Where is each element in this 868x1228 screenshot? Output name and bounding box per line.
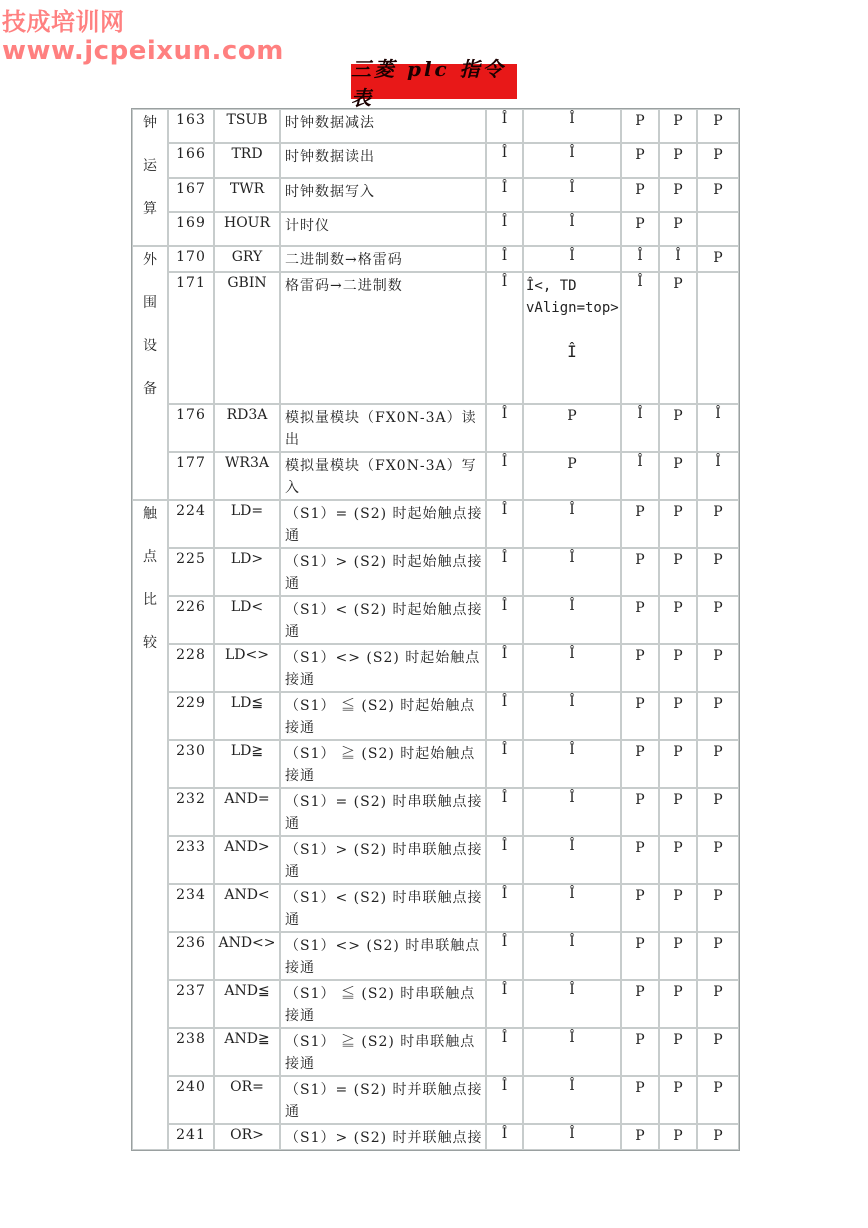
category-char: 点 [143,549,157,565]
support-mark: Î [523,500,621,548]
support-mark: P [659,452,697,500]
instruction-mnemonic: TWR [214,178,280,212]
table-row [132,1076,739,1124]
support-mark: Î [486,500,523,548]
table-row [132,109,739,143]
instruction-mnemonic: LD≧ [214,740,280,788]
support-mark: Î [523,836,621,884]
support-mark: P [697,246,739,272]
support-mark: Î [486,272,523,404]
support-mark: P [659,1076,697,1124]
support-mark: Î [567,342,577,361]
support-mark: Î [523,143,621,177]
instruction-description: 计时仪 [280,212,486,246]
support-mark: Î [523,178,621,212]
support-mark: P [621,212,659,246]
category-char: 围 [143,295,157,311]
instruction-table-body [132,109,739,1150]
support-mark: P [523,404,621,452]
support-mark: P [659,740,697,788]
support-mark: Î [486,1076,523,1124]
support-mark: Î [523,109,621,143]
table-row [132,788,739,836]
support-mark: Î [486,836,523,884]
instruction-description: 时钟数据读出 [280,143,486,177]
support-mark: P [659,1028,697,1076]
instruction-description: 格雷码→二进制数 [280,272,486,404]
support-mark: Î [486,740,523,788]
support-mark: P [659,932,697,980]
instruction-description: （S1）<> (S2) 时起始触点接通 [280,644,486,692]
support-mark: P [697,548,739,596]
table-row [132,272,739,404]
instruction-description: （S1）<> (S2) 时串联触点接通 [280,932,486,980]
instruction-mnemonic: LD> [214,548,280,596]
instruction-number: 176 [168,404,214,452]
support-mark: P [621,178,659,212]
support-mark: Î [523,980,621,1028]
table-row [132,500,739,548]
support-mark: P [659,1124,697,1150]
support-mark: Î [523,212,621,246]
instruction-number: 232 [168,788,214,836]
support-mark: P [621,980,659,1028]
support-mark: Î [523,644,621,692]
instruction-number: 169 [168,212,214,246]
support-mark: P [659,404,697,452]
support-mark: P [659,692,697,740]
support-mark: P [659,109,697,143]
support-mark: Î [486,932,523,980]
support-mark: Î [486,1124,523,1150]
support-mark: Î [523,740,621,788]
instruction-number: 228 [168,644,214,692]
support-mark: P [659,644,697,692]
support-mark: P [621,143,659,177]
instruction-number: 240 [168,1076,214,1124]
support-mark: P [697,884,739,932]
instruction-description: （S1） ≦ (S2) 时起始触点接通 [280,692,486,740]
support-mark: Î [523,548,621,596]
support-mark: P [697,1028,739,1076]
instruction-number: 241 [168,1124,214,1150]
table-row [132,246,739,272]
table-row [132,1124,739,1150]
support-mark: P [697,109,739,143]
instruction-mnemonic: HOUR [214,212,280,246]
instruction-number: 237 [168,980,214,1028]
category-char: 外 [143,252,157,268]
support-mark: P [659,178,697,212]
instruction-number: 234 [168,884,214,932]
table-row [132,740,739,788]
category-cell [132,500,168,1150]
support-mark: P [697,178,739,212]
page-title: 三菱 plc 指令表 [351,64,517,99]
instruction-number: 163 [168,109,214,143]
support-mark: Î [523,884,621,932]
support-mark: Î [621,452,659,500]
stray-markup-text: Î<, TD vAlign=top> [526,278,619,316]
category-char: 算 [143,201,157,217]
support-mark: Î [486,1028,523,1076]
support-mark: P [697,1076,739,1124]
support-mark: P [621,836,659,884]
instruction-number: 238 [168,1028,214,1076]
support-mark: P [621,109,659,143]
watermark-url: www.jcpeixun.com [2,36,284,66]
support-mark: P [621,692,659,740]
watermark-site-name: 技成培训网 [2,8,125,36]
instruction-mnemonic: AND≧ [214,1028,280,1076]
table-row [132,143,739,177]
table-row [132,212,739,246]
category-char: 较 [143,635,157,651]
support-mark: P [621,1124,659,1150]
table-row [132,178,739,212]
support-mark: P [621,884,659,932]
instruction-description: 模拟量模块（FX0N-3A）读出 [280,404,486,452]
support-mark: P [621,788,659,836]
instruction-number: 177 [168,452,214,500]
support-mark: Î [523,596,621,644]
category-char: 触 [143,506,157,522]
instruction-mnemonic: LD< [214,596,280,644]
support-mark: P [659,212,697,246]
instruction-description: 时钟数据减法 [280,109,486,143]
support-mark: P [659,836,697,884]
support-mark: P [659,980,697,1028]
category-cell [132,109,168,246]
support-mark: Î [486,548,523,596]
instruction-number: 226 [168,596,214,644]
instruction-mnemonic: LD= [214,500,280,548]
support-mark: Î [486,644,523,692]
instruction-mnemonic: LD≦ [214,692,280,740]
instruction-number: 233 [168,836,214,884]
support-mark: P [621,500,659,548]
support-mark: Î [486,143,523,177]
support-mark: Î [523,1124,621,1150]
instruction-mnemonic: TSUB [214,109,280,143]
instruction-mnemonic: WR3A [214,452,280,500]
instruction-mnemonic: OR> [214,1124,280,1150]
support-mark: Î [486,404,523,452]
table-row [132,980,739,1028]
support-mark: P [659,788,697,836]
support-mark: P [697,740,739,788]
instruction-number: 236 [168,932,214,980]
support-mark: Î [486,109,523,143]
support-mark: P [697,500,739,548]
support-mark: Î [486,246,523,272]
support-mark: Î [523,1076,621,1124]
instruction-description: （S1） ≧ (S2) 时串联触点接通 [280,1028,486,1076]
table-row [132,836,739,884]
instruction-description: （S1）= (S2) 时串联触点接通 [280,788,486,836]
support-mark: P [697,596,739,644]
support-mark: Î [486,692,523,740]
support-mark: Î [523,932,621,980]
support-mark: Î [486,788,523,836]
support-mark: Î [523,788,621,836]
support-mark: Î [697,404,739,452]
support-mark: Î [523,692,621,740]
table-row [132,884,739,932]
instruction-number: 171 [168,272,214,404]
support-mark: P [697,143,739,177]
support-mark: P [659,500,697,548]
table-row [132,452,739,500]
instruction-mnemonic: GRY [214,246,280,272]
instruction-mnemonic: AND> [214,836,280,884]
support-mark: P [659,272,697,404]
instruction-description: （S1）< (S2) 时起始触点接通 [280,596,486,644]
support-mark-with-text [523,272,621,404]
support-mark: P [697,932,739,980]
instruction-description: 时钟数据写入 [280,178,486,212]
support-mark [697,212,739,246]
table-row [132,404,739,452]
instruction-description: （S1）< (S2) 时串联触点接通 [280,884,486,932]
support-mark: P [697,692,739,740]
instruction-mnemonic: RD3A [214,404,280,452]
category-cell [132,246,168,500]
table-row [132,596,739,644]
support-mark: P [523,452,621,500]
support-mark [697,272,739,404]
instruction-number: 170 [168,246,214,272]
instruction-number: 167 [168,178,214,212]
instruction-mnemonic: AND<> [214,932,280,980]
support-mark: Î [621,246,659,272]
support-mark: Î [697,452,739,500]
category-char: 钟 [143,115,157,131]
instruction-mnemonic: AND= [214,788,280,836]
support-mark: P [697,788,739,836]
instruction-number: 166 [168,143,214,177]
support-mark: Î [486,980,523,1028]
instruction-description: （S1）= (S2) 时起始触点接通 [280,500,486,548]
support-mark: P [621,1028,659,1076]
support-mark: P [621,548,659,596]
support-mark: Î [486,884,523,932]
category-char: 运 [143,158,157,174]
instruction-description: （S1）= (S2) 时并联触点接通 [280,1076,486,1124]
instruction-mnemonic: TRD [214,143,280,177]
table-row [132,932,739,980]
instruction-mnemonic: LD<> [214,644,280,692]
instruction-description: （S1）> (S2) 时起始触点接通 [280,548,486,596]
table-row [132,548,739,596]
instruction-mnemonic: AND< [214,884,280,932]
support-mark: P [621,596,659,644]
support-mark: P [621,740,659,788]
support-mark: Î [523,246,621,272]
instruction-number: 224 [168,500,214,548]
support-mark: P [621,1076,659,1124]
instruction-number: 230 [168,740,214,788]
table-row [132,644,739,692]
support-mark: P [659,884,697,932]
support-mark: P [621,644,659,692]
instruction-number: 225 [168,548,214,596]
instruction-description: （S1）> (S2) 时串联触点接通 [280,836,486,884]
instruction-mnemonic: AND≦ [214,980,280,1028]
category-char: 设 [143,338,157,354]
support-mark: P [659,596,697,644]
support-mark: Î [486,212,523,246]
support-mark: P [697,1124,739,1150]
support-mark: Î [621,272,659,404]
table-row [132,1028,739,1076]
support-mark: P [697,836,739,884]
category-char: 备 [143,381,157,397]
instruction-description: （S1） ≦ (S2) 时串联触点接通 [280,980,486,1028]
instruction-mnemonic: OR= [214,1076,280,1124]
support-mark: P [697,980,739,1028]
support-mark: P [659,143,697,177]
category-char: 比 [143,592,157,608]
support-mark: Î [486,596,523,644]
support-mark: Î [523,1028,621,1076]
support-mark: Î [486,452,523,500]
instruction-description: 模拟量模块（FX0N-3A）写入 [280,452,486,500]
instruction-description: （S1）> (S2) 时并联触点接 [280,1124,486,1150]
support-mark: Î [486,178,523,212]
instruction-description: （S1） ≧ (S2) 时起始触点接通 [280,740,486,788]
support-mark: P [697,644,739,692]
instruction-number: 229 [168,692,214,740]
instruction-description: 二进制数→格雷码 [280,246,486,272]
support-mark: Î [621,404,659,452]
table-row [132,692,739,740]
support-mark: Î [659,246,697,272]
instruction-mnemonic: GBIN [214,272,280,404]
support-mark: P [659,548,697,596]
support-mark: P [621,932,659,980]
instruction-table [131,108,740,1151]
